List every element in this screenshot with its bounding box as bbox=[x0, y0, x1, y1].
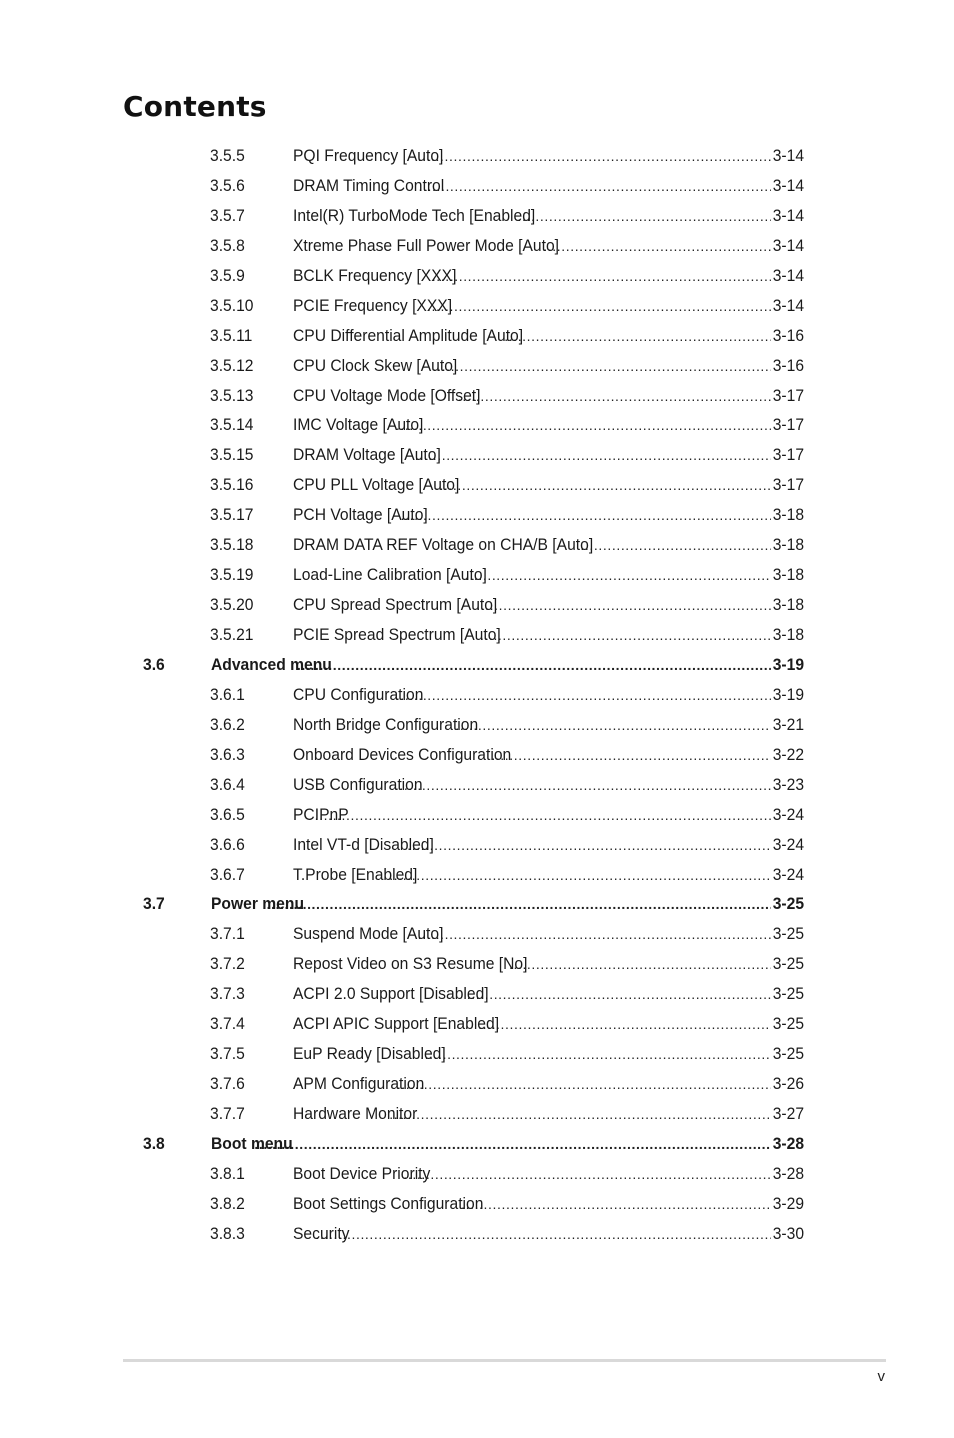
toc-subsection-entry[interactable] bbox=[0, 590, 954, 620]
toc-entry-page: 3-19 bbox=[771, 680, 804, 710]
toc-dot-leader bbox=[399, 500, 804, 530]
toc-entry-title: CPU PLL Voltage [Auto] bbox=[293, 475, 460, 495]
toc-subsection-entry[interactable] bbox=[0, 1219, 954, 1249]
toc-entry-title: North Bridge Configuration bbox=[293, 714, 479, 734]
toc-entry-title: DRAM Timing Control bbox=[293, 175, 445, 195]
toc-entry-title: ACPI 2.0 Support [Disabled] bbox=[293, 984, 489, 1004]
toc-entry-number: 3.5.17 bbox=[210, 505, 254, 525]
toc-entry-title: CPU Configuration bbox=[293, 684, 424, 704]
toc-entry-number: 3.7 bbox=[143, 894, 165, 914]
toc-entry-leader-line bbox=[293, 1159, 804, 1189]
toc-entry-leader-line bbox=[293, 1219, 804, 1249]
toc-entry-page: 3-24 bbox=[771, 860, 804, 890]
toc-entry-title: PCIPnP bbox=[293, 804, 349, 824]
toc-subsection-entry[interactable] bbox=[0, 261, 954, 291]
toc-entry-leader-line bbox=[293, 620, 804, 650]
toc-subsection-entry[interactable] bbox=[0, 680, 954, 710]
toc-entry-page: 3-14 bbox=[771, 231, 804, 261]
toc-dot-leader bbox=[465, 979, 804, 1009]
toc-entry-leader-line bbox=[293, 351, 804, 381]
toc-subsection-entry[interactable] bbox=[0, 560, 954, 590]
toc-subsection-entry[interactable] bbox=[0, 351, 954, 381]
toc-subsection-entry[interactable] bbox=[0, 740, 954, 770]
toc-entry-leader-line bbox=[293, 800, 804, 830]
toc-dot-leader bbox=[502, 321, 804, 351]
toc-entry-number: 3.6.5 bbox=[210, 804, 245, 824]
toc-entry-leader-line bbox=[293, 171, 804, 201]
toc-subsection-entry[interactable] bbox=[0, 919, 954, 949]
toc-entry-number: 3.6.3 bbox=[210, 744, 245, 764]
toc-subsection-entry[interactable] bbox=[0, 291, 954, 321]
toc-dot-leader bbox=[431, 351, 804, 381]
toc-entry-page: 3-28 bbox=[771, 1129, 804, 1159]
toc-entry-number: 3.5.6 bbox=[210, 175, 245, 195]
toc-entry-title: EuP Ready [Disabled] bbox=[293, 1044, 446, 1064]
toc-entry-leader-line bbox=[293, 1069, 804, 1099]
toc-entry-title: DRAM DATA REF Voltage on CHA/B [Auto] bbox=[293, 535, 594, 555]
toc-entry-page: 3-30 bbox=[771, 1219, 804, 1249]
toc-entry-page: 3-28 bbox=[771, 1159, 804, 1189]
toc-entry-title: APM Configuration bbox=[293, 1074, 425, 1094]
toc-entry-number: 3.7.7 bbox=[210, 1104, 245, 1123]
toc-entry-number: 3.8.1 bbox=[210, 1163, 245, 1183]
toc-dot-leader bbox=[474, 590, 804, 620]
toc-dot-leader bbox=[395, 1069, 804, 1099]
toc-entry-leader-line bbox=[293, 1099, 804, 1129]
toc-entry-number: 3.5.5 bbox=[210, 146, 245, 165]
toc-entry-page: 3-23 bbox=[771, 770, 804, 800]
toc-entry-number: 3.5.11 bbox=[210, 325, 253, 345]
toc-dot-leader bbox=[416, 919, 804, 949]
toc-entry-number: 3.5.18 bbox=[210, 535, 254, 555]
toc-entry-leader-line bbox=[293, 530, 804, 560]
toc-subsection-entry[interactable] bbox=[0, 1069, 954, 1099]
toc-entry-number: 3.7.6 bbox=[210, 1074, 245, 1094]
toc-dot-leader bbox=[456, 381, 804, 411]
toc-entry-leader-line bbox=[293, 410, 804, 440]
toc-entry-leader-line bbox=[293, 590, 804, 620]
toc-entry-title: Boot menu bbox=[211, 1133, 293, 1153]
toc-entry-page: 3-14 bbox=[771, 291, 804, 321]
toc-entry-title: Boot Device Priority bbox=[293, 1163, 431, 1183]
toc-entry-leader-line bbox=[293, 860, 804, 890]
toc-subsection-entry[interactable] bbox=[0, 949, 954, 979]
toc-subsection-entry[interactable] bbox=[0, 1189, 954, 1219]
toc-dot-leader bbox=[430, 261, 804, 291]
toc-entry-number: 3.6.6 bbox=[210, 834, 245, 854]
toc-dot-leader bbox=[453, 710, 804, 740]
toc-entry-title: Hardware Monitor bbox=[293, 1104, 418, 1123]
toc-entry-number: 3.5.10 bbox=[210, 295, 254, 315]
toc-subsection-entry[interactable] bbox=[0, 381, 954, 411]
toc-entry-title: CPU Differential Amplitude [Auto] bbox=[293, 325, 524, 345]
toc-dot-leader bbox=[507, 949, 804, 979]
toc-entry-number: 3.5.9 bbox=[210, 265, 245, 285]
toc-subsection-entry[interactable] bbox=[0, 141, 954, 171]
toc-entry-page: 3-25 bbox=[771, 919, 804, 949]
toc-entry-leader-line bbox=[293, 919, 804, 949]
toc-entry-number: 3.8.3 bbox=[210, 1223, 245, 1243]
toc-subsection-entry[interactable] bbox=[0, 440, 954, 470]
toc-entry-number: 3.6.1 bbox=[210, 684, 245, 704]
toc-entry-page: 3-16 bbox=[771, 321, 804, 351]
toc-entry-page: 3-16 bbox=[771, 351, 804, 381]
toc-dot-leader bbox=[314, 1219, 804, 1249]
toc-subsection-entry[interactable] bbox=[0, 321, 954, 351]
toc-entry-leader-line bbox=[293, 560, 804, 590]
toc-dot-leader bbox=[416, 141, 804, 171]
toc-subsection-entry[interactable] bbox=[0, 500, 954, 530]
toc-dot-leader bbox=[541, 231, 804, 261]
toc-dot-leader bbox=[252, 1129, 804, 1159]
toc-entry-title: Security bbox=[293, 1223, 350, 1243]
toc-entry-leader-line bbox=[211, 650, 804, 680]
toc-entry-title: USB Configuration bbox=[293, 774, 423, 794]
toc-entry-number: 3.7.5 bbox=[210, 1044, 245, 1064]
toc-entry-page: 3-18 bbox=[771, 590, 804, 620]
toc-entry-page: 3-17 bbox=[771, 470, 804, 500]
toc-entry-title: Repost Video on S3 Resume [No] bbox=[293, 954, 528, 974]
toc-entry-title: CPU Spread Spectrum [Auto] bbox=[293, 595, 498, 615]
toc-dot-leader bbox=[265, 889, 804, 919]
toc-entry-page: 3-25 bbox=[771, 979, 804, 1009]
toc-dot-leader bbox=[394, 410, 804, 440]
toc-subsection-entry[interactable] bbox=[0, 201, 954, 231]
toc-entry-title: Power menu bbox=[211, 894, 305, 914]
toc-entry-title: ACPI APIC Support [Enabled] bbox=[293, 1014, 500, 1034]
toc-entry-page: 3-27 bbox=[771, 1099, 804, 1129]
toc-entry-number: 3.7.4 bbox=[210, 1014, 245, 1034]
toc-entry-page: 3-24 bbox=[771, 830, 804, 860]
toc-dot-leader bbox=[463, 560, 804, 590]
toc-entry-page: 3-14 bbox=[771, 141, 804, 171]
toc-entry-leader-line bbox=[293, 830, 804, 860]
toc-entry-title: PCH Voltage [Auto] bbox=[293, 505, 428, 525]
toc-subsection-entry[interactable] bbox=[0, 979, 954, 1009]
toc-entry-title: T.Probe [Enabled] bbox=[293, 864, 418, 884]
toc-subsection-entry[interactable] bbox=[0, 1159, 954, 1189]
toc-subsection-entry[interactable] bbox=[0, 770, 954, 800]
toc-entry-number: 3.6 bbox=[143, 654, 165, 674]
toc-dot-leader bbox=[295, 650, 804, 680]
toc-entry-leader-line bbox=[293, 231, 804, 261]
toc-dot-leader bbox=[393, 770, 804, 800]
toc-entry-number: 3.5.14 bbox=[210, 415, 254, 435]
toc-entry-number: 3.5.19 bbox=[210, 565, 254, 585]
toc-entry-page: 3-19 bbox=[771, 650, 804, 680]
toc-entry-page: 3-26 bbox=[771, 1069, 804, 1099]
toc-entry-number: 3.7.1 bbox=[210, 924, 245, 944]
toc-entry-page: 3-18 bbox=[771, 620, 804, 650]
toc-entry-leader-line bbox=[293, 201, 804, 231]
toc-subsection-entry[interactable] bbox=[0, 710, 954, 740]
toc-entry-title: PCIE Frequency [XXX] bbox=[293, 295, 453, 315]
toc-entry-page: 3-22 bbox=[771, 740, 804, 770]
toc-entry-leader-line bbox=[211, 1129, 804, 1159]
toc-entry-leader-line bbox=[293, 291, 804, 321]
toc-entry-page: 3-17 bbox=[771, 410, 804, 440]
toc-dot-leader bbox=[387, 860, 804, 890]
toc-entry-title: PCIE Spread Spectrum [Auto] bbox=[293, 625, 501, 644]
toc-dot-leader bbox=[515, 201, 804, 231]
toc-section-entry[interactable] bbox=[0, 650, 954, 680]
footer-divider bbox=[123, 1359, 886, 1362]
toc-entry-number: 3.7.2 bbox=[210, 954, 245, 974]
toc-entry-title: DRAM Voltage [Auto] bbox=[293, 445, 441, 465]
toc-section-entry[interactable] bbox=[0, 889, 954, 919]
toc-entry-leader-line bbox=[293, 440, 804, 470]
table-of-contents bbox=[0, 141, 954, 1249]
toc-entry-leader-line bbox=[293, 710, 804, 740]
toc-entry-number: 3.7.3 bbox=[210, 984, 245, 1004]
toc-subsection-entry[interactable] bbox=[0, 470, 954, 500]
toc-entry-page: 3-25 bbox=[771, 889, 804, 919]
toc-entry-page: 3-25 bbox=[771, 1009, 804, 1039]
toc-entry-leader-line bbox=[293, 141, 804, 171]
toc-subsection-entry[interactable] bbox=[0, 410, 954, 440]
toc-dot-leader bbox=[425, 291, 804, 321]
toc-dot-leader bbox=[387, 1099, 804, 1129]
toc-entry-page: 3-21 bbox=[771, 710, 804, 740]
toc-subsection-entry[interactable] bbox=[0, 860, 954, 890]
toc-subsection-entry[interactable] bbox=[0, 830, 954, 860]
toc-entry-page: 3-14 bbox=[771, 261, 804, 291]
toc-entry-page: 3-25 bbox=[771, 1039, 804, 1069]
toc-entry-number: 3.5.16 bbox=[210, 475, 254, 495]
toc-entry-title: Onboard Devices Configuration bbox=[293, 744, 512, 764]
toc-entry-leader-line bbox=[293, 680, 804, 710]
toc-entry-title: Xtreme Phase Full Power Mode [Auto] bbox=[293, 235, 560, 255]
toc-entry-leader-line bbox=[293, 1039, 804, 1069]
page-title: Contents bbox=[123, 90, 267, 123]
toc-dot-leader bbox=[405, 830, 804, 860]
toc-entry-number: 3.8.2 bbox=[210, 1193, 245, 1213]
toc-entry-number: 3.5.20 bbox=[210, 595, 254, 615]
toc-entry-title: CPU Voltage Mode [Offset] bbox=[293, 385, 481, 405]
toc-entry-title: Intel(R) TurboMode Tech [Enabled] bbox=[293, 205, 536, 225]
toc-entry-page: 3-18 bbox=[771, 500, 804, 530]
toc-entry-page: 3-17 bbox=[771, 381, 804, 411]
toc-entry-leader-line bbox=[293, 261, 804, 291]
toc-dot-leader bbox=[313, 800, 804, 830]
toc-entry-number: 3.6.4 bbox=[210, 774, 245, 794]
toc-entry-page: 3-24 bbox=[771, 800, 804, 830]
toc-entry-number: 3.5.12 bbox=[210, 355, 254, 375]
toc-subsection-entry[interactable] bbox=[0, 620, 954, 650]
toc-entry-page: 3-14 bbox=[771, 201, 804, 231]
toc-entry-title: Load-Line Calibration [Auto] bbox=[293, 565, 487, 585]
toc-subsection-entry[interactable] bbox=[0, 800, 954, 830]
toc-entry-number: 3.5.8 bbox=[210, 235, 245, 255]
toc-dot-leader bbox=[418, 1039, 804, 1069]
toc-dot-leader bbox=[478, 620, 804, 650]
toc-entry-title: Advanced menu bbox=[211, 654, 332, 674]
toc-dot-leader bbox=[413, 440, 804, 470]
toc-entry-number: 3.8 bbox=[143, 1133, 165, 1153]
toc-subsection-entry[interactable] bbox=[0, 171, 954, 201]
toc-entry-leader-line bbox=[293, 470, 804, 500]
toc-entry-title: Suspend Mode [Auto] bbox=[293, 924, 444, 944]
toc-entry-leader-line bbox=[293, 381, 804, 411]
toc-entry-leader-line bbox=[293, 979, 804, 1009]
toc-dot-leader bbox=[476, 1009, 804, 1039]
toc-entry-leader-line bbox=[293, 770, 804, 800]
toc-entry-leader-line bbox=[293, 321, 804, 351]
toc-dot-leader bbox=[433, 470, 804, 500]
toc-entry-number: 3.5.13 bbox=[210, 385, 254, 405]
toc-subsection-entry[interactable] bbox=[0, 1099, 954, 1129]
toc-entry-number: 3.5.7 bbox=[210, 205, 245, 225]
toc-dot-leader bbox=[401, 1159, 804, 1189]
toc-entry-title: CPU Clock Skew [Auto] bbox=[293, 355, 458, 375]
toc-dot-leader bbox=[394, 680, 804, 710]
toc-entry-leader-line bbox=[293, 500, 804, 530]
toc-entry-leader-line bbox=[293, 1189, 804, 1219]
toc-entry-page: 3-18 bbox=[771, 530, 804, 560]
toc-entry-page: 3-29 bbox=[771, 1189, 804, 1219]
toc-entry-leader-line bbox=[293, 740, 804, 770]
toc-entry-page: 3-18 bbox=[771, 560, 804, 590]
toc-entry-page: 3-17 bbox=[771, 440, 804, 470]
toc-entry-page: 3-25 bbox=[771, 949, 804, 979]
toc-entry-leader-line bbox=[211, 889, 804, 919]
toc-entry-number: 3.6.7 bbox=[210, 864, 245, 884]
toc-dot-leader bbox=[489, 740, 804, 770]
toc-subsection-entry[interactable] bbox=[0, 530, 954, 560]
toc-entry-title: BCLK Frequency [XXX] bbox=[293, 265, 457, 285]
toc-entry-leader-line bbox=[293, 949, 804, 979]
toc-entry-number: 3.5.21 bbox=[210, 625, 254, 644]
toc-subsection-entry[interactable] bbox=[0, 1009, 954, 1039]
toc-entry-number: 3.6.2 bbox=[210, 714, 245, 734]
toc-entry-page: 3-14 bbox=[771, 171, 804, 201]
toc-entry-title: IMC Voltage [Auto] bbox=[293, 415, 424, 435]
toc-entry-title: PQI Frequency [Auto] bbox=[293, 146, 444, 165]
footer-page-number: v bbox=[877, 1368, 885, 1385]
toc-entry-leader-line bbox=[293, 1009, 804, 1039]
toc-subsection-entry[interactable] bbox=[0, 231, 954, 261]
toc-dot-leader bbox=[459, 1189, 804, 1219]
toc-dot-leader bbox=[417, 171, 805, 201]
toc-entry-title: Intel VT-d [Disabled] bbox=[293, 834, 434, 854]
toc-entry-title: Boot Settings Configuration bbox=[293, 1193, 484, 1213]
toc-entry-number: 3.5.15 bbox=[210, 445, 254, 465]
toc-subsection-entry[interactable] bbox=[0, 1039, 954, 1069]
toc-section-entry[interactable] bbox=[0, 1129, 954, 1159]
